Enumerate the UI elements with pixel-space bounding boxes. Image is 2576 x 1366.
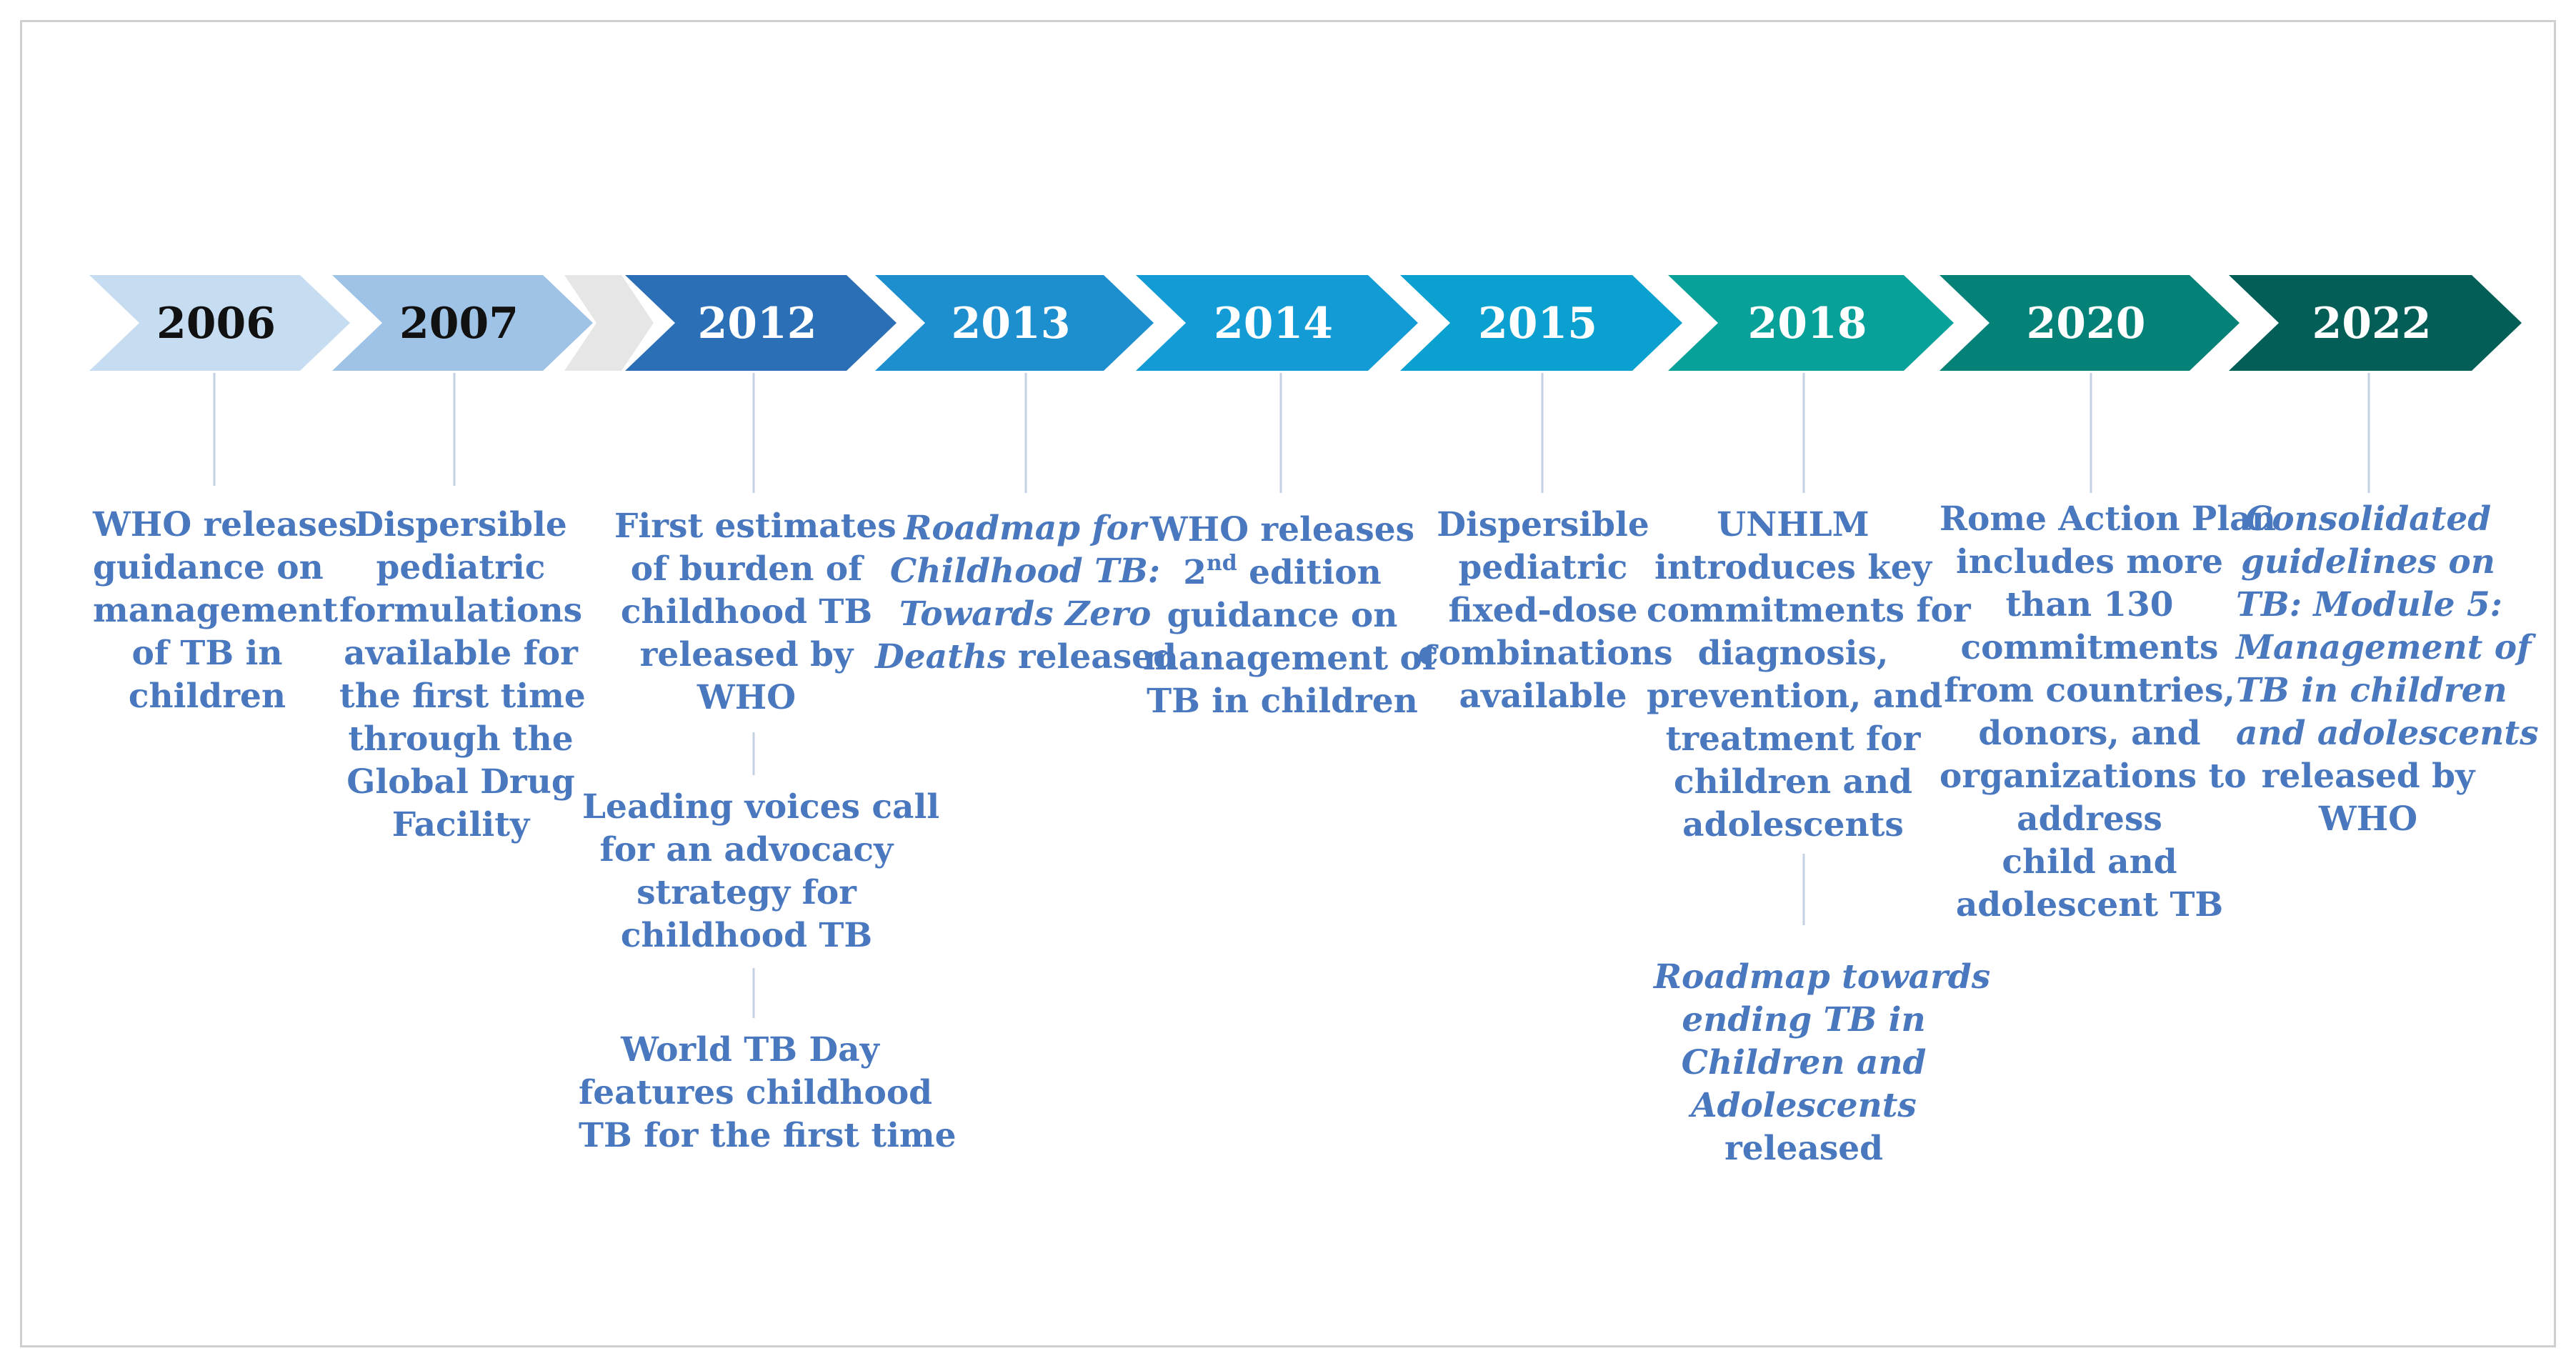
event-2006-line: of TB in [131,634,283,673]
event-2006-line: management [93,591,339,630]
event-2018-roadmap-line: Roadmap towards [1654,957,1991,997]
event-2014-edition: edition [1237,553,1382,592]
event-2012-line: World TB Day [621,1030,879,1070]
event-2014-line: TB in children [1147,682,1418,721]
event-2020-line: child and [2002,842,2177,882]
event-2018-line: adolescents [1682,805,1904,844]
event-2015 [1418,504,1673,718]
event-2012-line: WHO [697,678,797,717]
event-2007-line: the first time [339,677,586,716]
event-2013-italic: Deaths [875,637,1007,677]
event-2018-line: introduces key [1654,548,1932,587]
event-2007-line: formulations [339,591,583,630]
event-2007-line: Global Drug [346,762,575,802]
event-2015-line: Dispersible [1437,505,1649,544]
event-2012-line: TB for the first time [579,1116,957,1155]
event-2006-line: children [128,677,286,716]
event-2020 [1940,498,2276,927]
event-2018-line: diagnosis, [1697,634,1889,673]
year-label-2014: 2014 [1214,299,1333,349]
year-label-2018: 2018 [1747,299,1867,349]
event-2012-world-tb-day [579,1029,957,1157]
event-2012-line: for an advocacy [599,830,894,869]
event-2012-line: released by [639,635,854,674]
event-2018-roadmap-line: ending TB in [1682,1000,1926,1040]
event-2007-line: pediatric [376,548,546,587]
event-2020-line: Rome Action Plan [1940,499,2276,539]
event-2020-line: adolescent TB [1955,885,2224,924]
event-2015-line: available [1459,677,1627,716]
year-label-2007: 2007 [399,299,519,349]
event-2007 [339,504,586,847]
event-2015-line: pediatric [1458,548,1628,587]
event-2020-line: includes more [1955,542,2223,582]
event-2022-line: TB in children [2236,671,2507,710]
event-2013-rest: released [1006,637,1177,677]
event-2007-line: available for [344,634,578,673]
event-2012-advocacy [582,786,940,957]
event-2012-line: childhood TB [620,592,873,632]
event-2014-ordinal-suffix: nd [1206,551,1237,577]
event-2007-line: Dispersible [354,505,567,544]
year-label-2020: 2020 [2026,299,2146,349]
event-2014-line: WHO releases [1149,510,1415,549]
event-2018-unhlm [1647,504,1971,847]
event-2020-line: from countries, [1944,671,2235,710]
event-2020-line: donors, and [1978,714,2201,753]
event-2012-line: First estimates [614,507,897,546]
event-2014-ordinal: 2 [1183,553,1207,592]
event-2018-line: UNHLM [1717,505,1869,544]
year-label-2022: 2022 [2312,299,2432,349]
event-2012-line: of burden of [630,549,863,589]
year-label-2013: 2013 [951,299,1071,349]
event-2022-line: TB: Module 5: [2236,585,2502,624]
event-2014-line: guidance on [1167,596,1398,635]
event-2013-line: Towards Zero [899,594,1152,634]
event-2013-line: Roadmap for [904,509,1147,548]
event-2018-line: children and [1673,762,1913,802]
event-2018-roadmap [1654,956,1991,1170]
event-2013 [875,507,1175,679]
event-2022 [2236,498,2539,841]
event-2015-line: fixed-dose [1448,591,1638,630]
event-2022-line: guidelines on [2241,542,2495,582]
event-2018-roadmap-line: released [1724,1129,1884,1168]
year-label-2015: 2015 [1478,299,1597,349]
event-2007-line: Facility [391,805,530,844]
event-2022-line: Consolidated [2245,499,2492,539]
event-2013-line [875,636,1175,679]
event-2014 [1143,509,1437,723]
event-2012-line: childhood TB [620,916,873,955]
event-2012-line: features childhood [579,1073,933,1112]
event-2020-line: organizations to [1940,757,2247,796]
event-2006-line: guidance on [93,548,324,587]
event-2022-line: and adolescents [2236,714,2539,753]
event-2018-line: treatment for [1665,719,1921,759]
event-2022-line: Management of [2236,628,2532,667]
event-2012-line: strategy for [636,873,857,912]
event-2013-line: Childhood TB: [889,552,1161,591]
event-2018-roadmap-line: Children and [1681,1043,1927,1082]
event-2014-line: management of [1143,639,1437,678]
event-2018-line: commitments for [1647,591,1971,630]
event-2020-line: address [2017,799,2162,839]
event-2014-line [1143,552,1422,594]
event-2018-roadmap-line: Adolescents [1691,1086,1917,1125]
event-2012-estimates [614,505,897,719]
event-2022-line: WHO [2318,799,2418,839]
event-2022-line: released by [2261,757,2475,796]
event-2012-line: Leading voices call [582,787,940,827]
event-2006-line: WHO releases [93,505,358,544]
event-2015-line: combinations [1418,634,1673,673]
event-2018-line: prevention, and [1647,677,1943,716]
year-label-2012: 2012 [697,299,817,349]
event-2020-line: than 130 [2005,585,2174,624]
event-2006 [93,504,358,718]
year-label-2006: 2006 [156,299,276,349]
event-2007-line: through the [348,719,574,759]
event-2020-line: commitments [1960,628,2219,667]
